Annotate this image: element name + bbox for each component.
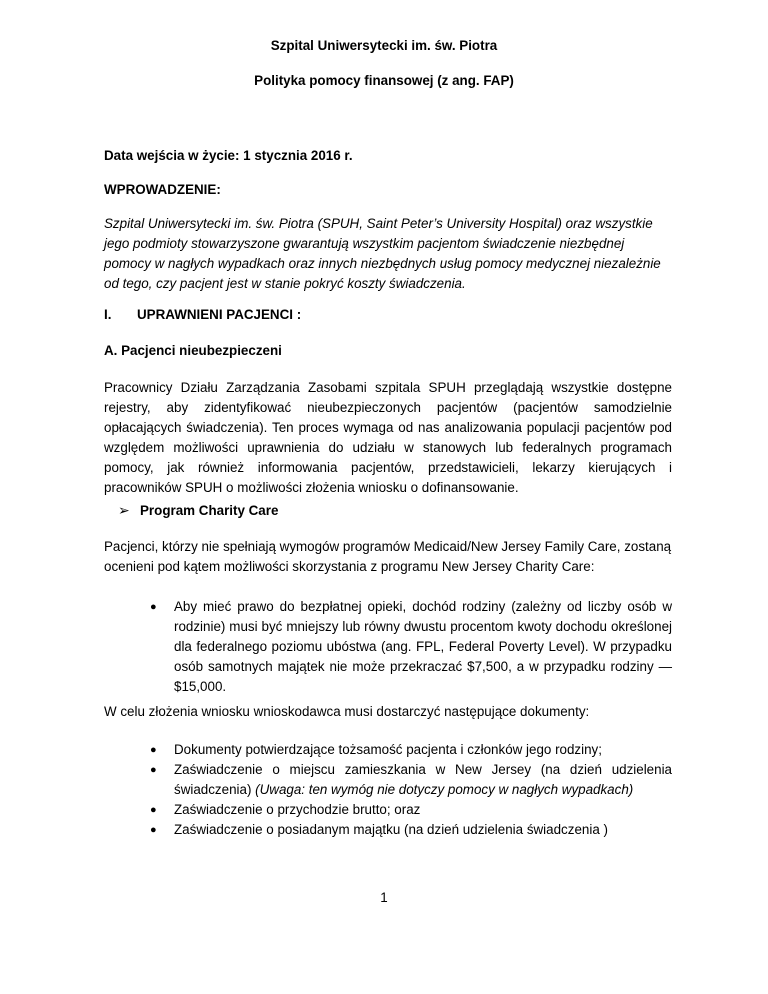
document-item-3: Zaświadczenie o przychodzie brutto; oraz: [174, 802, 421, 817]
list-item: [150, 740, 672, 760]
list-item: [150, 760, 672, 800]
list-item: [150, 597, 672, 697]
page-number: 1: [380, 890, 388, 905]
document-item-4: Zaświadczenie o posiadanym majątku (na dzień udzielenia świadczenia ): [174, 822, 608, 837]
section-a-paragraph: Pracownicy Działu Zarządzania Zasobami szpitala SPUH przeglądają wszystkie dostępne rejestry, aby zidentyfikować nieubezpieczonych pacjentów (pacjentów samodzielnie opłacających świadczenia). Ten proces wymaga od nas analizowania populacji pacjentów pod względem możliwości uprawnienia do udziału w stanowych lub federalnych programach pomocy, jak również informowania pacjentów, przedstawicieli, lekarzy kierujących i pracowników SPUH o możliwości złożenia wniosku o dofinansowanie.: [104, 380, 672, 495]
bullet-dot-icon: ●: [150, 824, 157, 836]
bullet-dot-icon: ●: [150, 764, 157, 776]
charity-heading: Program Charity Care: [140, 503, 279, 518]
documents-intro: W celu złożenia wniosku wnioskodawca musi dostarczyć następujące dokumenty:: [104, 704, 590, 719]
charity-paragraph: Pacjenci, którzy nie spełniają wymogów programów Medicaid/New Jersey Family Care, zostaną ocenieni pod kątem możliwości skorzystania z programu New Jersey Charity Care:: [104, 539, 672, 574]
arrow-bullet-icon: ➢: [118, 502, 130, 518]
intro-heading: WPROWADZENIE:: [104, 182, 221, 197]
bullet-dot-icon: ●: [150, 744, 157, 756]
list-item: [150, 820, 672, 840]
hospital-name: Szpital Uniwersytecki im. św. Piotra: [270, 38, 498, 53]
section-a-heading: A. Pacjenci nieubezpieczeni: [104, 343, 282, 358]
document-item-2: Zaświadczenie o miejscu zamieszkania w New Jersey (na dzień udzielenia świadczenia): [174, 762, 672, 797]
list-item: [150, 800, 672, 820]
documents-list: [150, 740, 672, 840]
charity-bullet-text: Aby mieć prawo do bezpłatnej opieki, dochód rodziny (zależny od liczby osób w rodzinie) musi być mniejszy lub równy dwustu procentom kwoty dochodu określonej dla federalnego poziomu ubóstwa (ang. FPL, Federal Poverty Level). W przypadku osób samotnych majątek nie może przekraczać $7,500, a w przypadku rodziny —$15,000.: [174, 599, 672, 694]
intro-text: Szpital Uniwersytecki im. św. Piotra (SPUH, Saint Peter’s University Hospital) oraz wszystkie jego podmioty stowarzyszone gwarantują wszystkim pacjentom świadczenie niezbędnej pomocy w nagłych wypadkach oraz innych niezbędnych usług pomocy medycznej niezależnie od tego, czy pacjent jest w stanie pokryć koszty świadczenia.: [104, 216, 661, 291]
document-item-2-note: (Uwaga: ten wymóg nie dotyczy pomocy w nagłych wypadkach): [255, 782, 634, 797]
charity-bullet-list: [150, 597, 672, 697]
policy-title: Polityka pomocy finansowej (z ang. FAP): [254, 73, 514, 88]
document-item-1: Dokumenty potwierdzające tożsamość pacjenta i członków jego rodziny;: [174, 742, 602, 757]
bullet-dot-icon: ●: [150, 601, 157, 613]
charity-heading-line: [118, 500, 278, 521]
bullet-dot-icon: ●: [150, 804, 157, 816]
section-heading: UPRAWNIENI PACJENCI :: [137, 307, 302, 322]
effective-date: Data wejścia w życie: 1 stycznia 2016 r.: [104, 148, 353, 163]
section-number: I.: [104, 307, 112, 322]
